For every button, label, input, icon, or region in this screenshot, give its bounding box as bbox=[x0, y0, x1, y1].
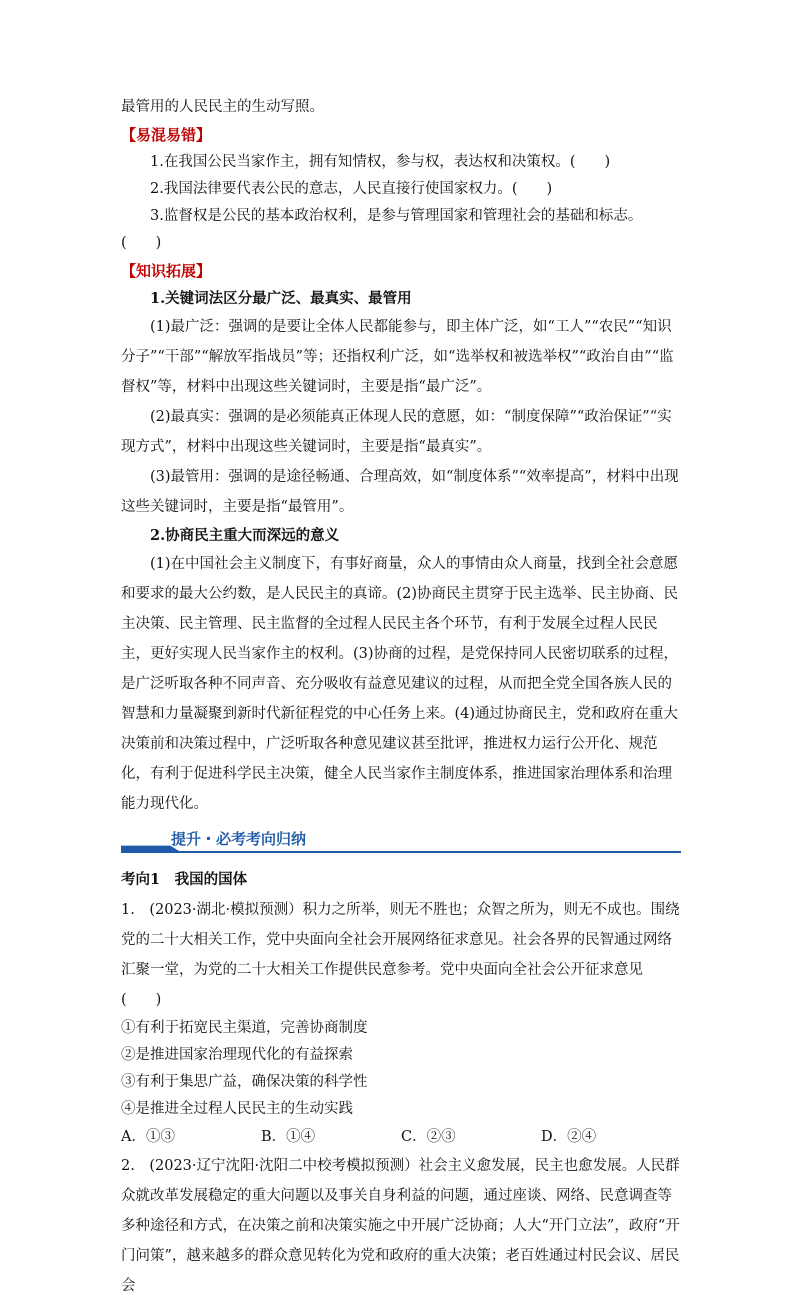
page-content bbox=[121, 94, 681, 1301]
question-stem: 1. (2023·湖北·模拟预测）积力之所举，则无不胜也；众智之所为，则无不成也。围绕党的二十大相关工作，党中央面向全社会开展网络征求意见。社会各界的民智通过网络汇聚一堂，为党的二十大相关工作提供民意参考。党中央面向全社会公开征求意见( ) bbox=[121, 902, 680, 1008]
mistake-item: 3.监督权是公民的基本政治权利，是参与管理国家和管理社会的基础和标志。( ) bbox=[121, 208, 643, 251]
question-item: ②是推进国家治理现代化的有益探索 bbox=[121, 1047, 353, 1063]
question-stem: 2. (2023·辽宁沈阳·沈阳二中校考模拟预测）社会主义愈发展，民主也愈发展。人民群众就改革发展稳定的重大问题以及事关自身利益的问题，通过座谈、网络、民意调查等多种途径和方式，在决策之前和决策实施之中开展广泛协商；人大“开门立法”，政府“开门问策”，越来越多的群众意见转化为党和政府的重大决策；老百姓通过村民会议、居民会 bbox=[121, 1158, 680, 1294]
expand-paragraph: (1)在中国社会主义制度下，有事好商量，众人的事情由众人商量，找到全社会意愿和要求的最大公约数，是人民民主的真谛。(2)协商民主贯穿于民主选举、民主协商、民主决策、民主管理、民主监督的全过程人民民主各个环节，有利于发展全过程人民民主，更好实现人民当家作主的权利。(3)协商的过程，是党保持同人民密切联系的过程，是广泛听取各种不同声音、充分吸收有益意见建议的过程，从而把全党全国各族人民的智慧和力量凝聚到新时代新征程党的中心任务上来。(4)通过协商民主，党和政府在重大决策前和决策过程中，广泛听取各种意见建议甚至批评，推进权力运行公开化、规范化，有利于促进科学民主决策，健全人民当家作主制度体系，推进国家治理体系和治理能力现代化。 bbox=[121, 556, 679, 812]
section-banner bbox=[121, 825, 681, 853]
expand-paragraph: (2)最真实：强调的是必须能真正体现人民的意愿，如：“制度保障”“政治保证”“实现方式”，材料中出现这些关键词时，主要是指“最真实”。 bbox=[121, 409, 672, 455]
direction-title: 考向1 我国的国体 bbox=[121, 871, 248, 888]
question-item: ①有利于拓宽民主渠道，完善协商制度 bbox=[121, 1020, 368, 1036]
expand-paragraph: (3)最管用：强调的是途径畅通、合理高效，如“制度体系”“效率提高”，材料中出现这些关键词时，主要是指“最管用”。 bbox=[121, 469, 679, 515]
mistake-item: 2.我国法律要代表公民的意志，人民直接行使国家权力。( ) bbox=[150, 181, 553, 197]
intro-tail: 最管用的人民民主的生动写照。 bbox=[121, 99, 324, 115]
option-d: D．②④ bbox=[541, 1129, 597, 1145]
question-item: ④是推进全过程人民民主的生动实践 bbox=[121, 1101, 353, 1117]
expand-heading: 【知识拓展】 bbox=[121, 262, 212, 280]
expand-paragraph: (1)最广泛：强调的是要让全体人民都能参与，即主体广泛，如“工人”“农民”“知识分子”“干部”“解放军指战员”等；还指权利广泛，如“选举权和被选举权”“政治自由”“监督权”等，材料中出现这些关键词时，主要是指“最广泛”。 bbox=[121, 319, 674, 395]
answer-options bbox=[121, 1123, 681, 1151]
expand-subheading: 1.关键词法区分最广泛、最真实、最管用 bbox=[150, 290, 412, 307]
expand-subheading: 2.协商民主重大而深远的意义 bbox=[150, 527, 340, 544]
option-c: C．②③ bbox=[401, 1129, 456, 1145]
banner-label: 提升・必考考向归纳 bbox=[171, 830, 307, 848]
mistakes-heading: 【易混易错】 bbox=[121, 126, 212, 144]
mistake-item: 1.在我国公民当家作主，拥有知情权，参与权，表达权和决策权。( ) bbox=[150, 154, 611, 170]
question-item: ③有利于集思广益，确保决策的科学性 bbox=[121, 1074, 368, 1090]
option-b: B．①④ bbox=[261, 1129, 316, 1145]
option-a: A．①③ bbox=[121, 1129, 175, 1145]
